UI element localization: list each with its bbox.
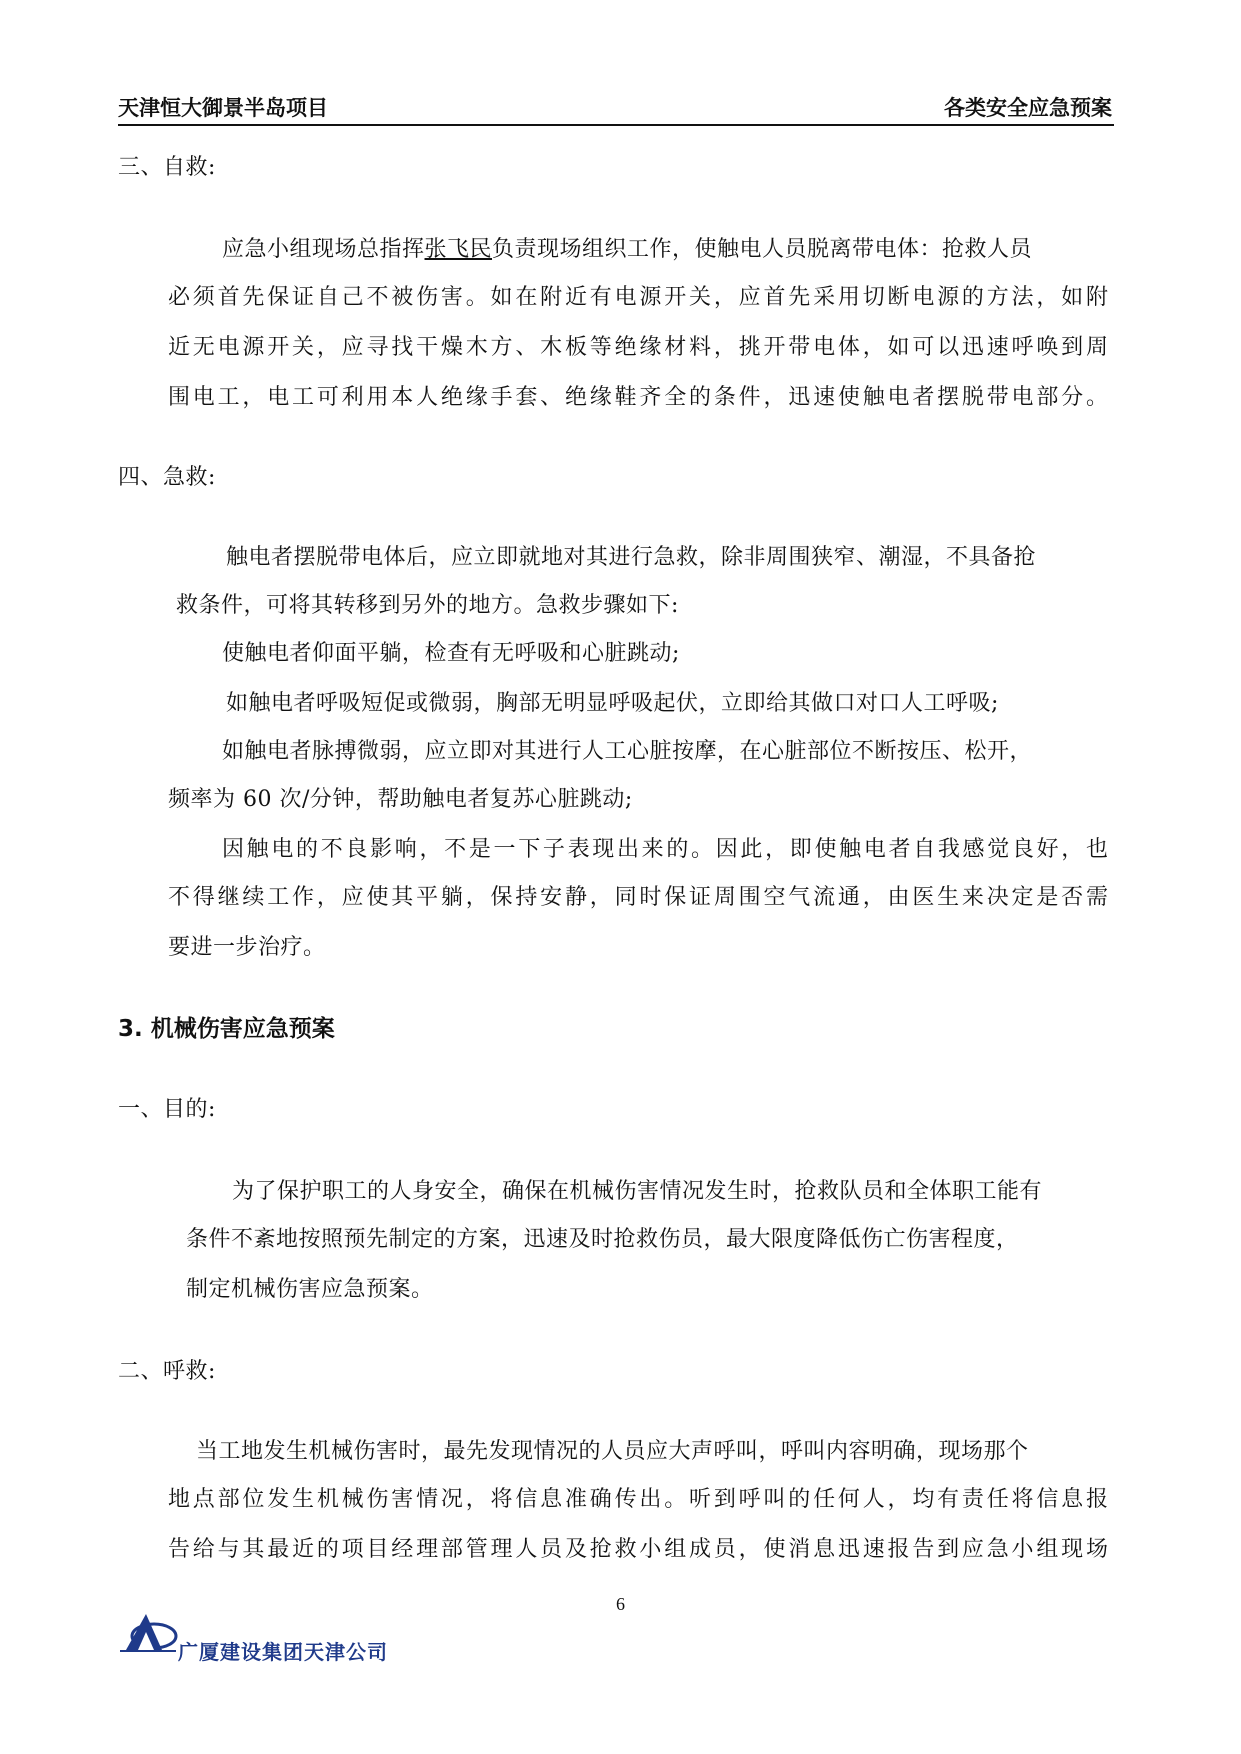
call-line-3: 告给与其最近的项目经理部管理人员及抢救小组成员，使消息迅速报告到应急小组现场 [168, 1537, 1108, 1562]
page-number: 6 [616, 1594, 625, 1614]
self-rescue-text-a: 应急小组现场总指挥 [222, 237, 425, 262]
self-rescue-text-b: 负责现场组织工作，使触电人员脱离带电体：抢救人员 [492, 237, 1033, 262]
self-rescue-line-2: 必须首先保证自己不被伤害。如在附近有电源开关，应首先采用切断电源的方法，如附 [168, 285, 1108, 310]
first-aid-line-4: 如触电者呼吸短促或微弱，胸部无明显呼吸起伏，立即给其做口对口人工呼吸; [226, 691, 999, 716]
first-aid-line-1: 触电者摆脱带电体后，应立即就地对其进行急救，除非周围狭窄、潮湿，不具备抢 [226, 545, 1037, 570]
first-aid-line-3: 使触电者仰面平躺，检查有无呼吸和心脏跳动; [222, 641, 680, 666]
call-line-1: 当工地发生机械伤害时，最先发现情况的人员应大声呼叫，呼叫内容明确，现场那个 [196, 1439, 1029, 1464]
purpose-line-2: 条件不紊地按照预先制定的方案，迅速及时抢救伤员，最大限度降低伤亡伤害程度， [186, 1227, 1019, 1252]
mechanical-injury-title: 3. 机械伤害应急预案 [118, 1016, 335, 1042]
company-logo-icon [118, 1610, 178, 1654]
section-first-aid-heading: 四、急救: [118, 465, 216, 490]
company-name: 广厦建设集团天津公司 [178, 1640, 388, 1664]
first-aid-line-6: 频率为 60 次/分钟，帮助触电者复苏心脏跳动; [168, 787, 633, 812]
first-aid-line-8: 不得继续工作，应使其平躺，保持安静，同时保证周围空气流通，由医生来决定是否需 [168, 885, 1108, 910]
document-title: 各类安全应急预案 [944, 96, 1112, 120]
purpose-line-3: 制定机械伤害应急预案。 [186, 1277, 434, 1302]
purpose-line-1: 为了保护职工的人身安全，确保在机械伤害情况发生时，抢救队员和全体职工能有 [232, 1179, 1043, 1204]
section-call-heading: 二、呼救: [118, 1359, 216, 1384]
section-self-rescue-heading: 三、自救: [118, 155, 216, 180]
first-aid-line-5: 如触电者脉搏微弱，应立即对其进行人工心脏按摩，在心脏部位不断按压、松开， [222, 739, 1033, 764]
project-name: 天津恒大御景半岛项目 [118, 96, 328, 120]
page-header [118, 90, 1114, 126]
first-aid-line-7: 因触电的不良影响，不是一下子表现出来的。因此，即使触电者自我感觉良好，也 [222, 837, 1108, 862]
commander-name: 张飞民 [424, 237, 493, 262]
call-line-2: 地点部位发生机械伤害情况，将信息准确传出。听到呼叫的任何人，均有责任将信息报 [168, 1487, 1108, 1512]
self-rescue-line-3: 近无电源开关，应寻找干燥木方、木板等绝缘材料，挑开带电体，如可以迅速呼唤到周 [168, 335, 1108, 360]
section-purpose-heading: 一、目的: [118, 1097, 216, 1122]
self-rescue-line-1 [222, 232, 1032, 263]
first-aid-line-2: 救条件，可将其转移到另外的地方。急救步骤如下: [176, 593, 679, 618]
self-rescue-line-4: 围电工，电工可利用本人绝缘手套、绝缘鞋齐全的条件，迅速使触电者摆脱带电部分。 [168, 385, 1108, 410]
first-aid-line-9: 要进一步治疗。 [168, 935, 326, 960]
